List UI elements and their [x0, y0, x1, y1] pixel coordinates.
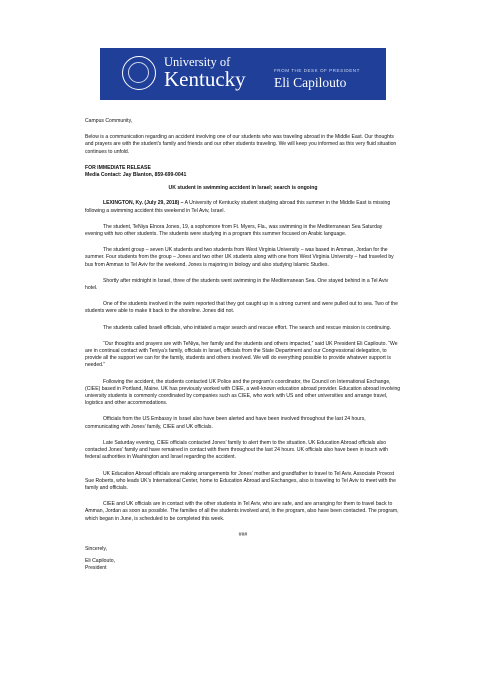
greeting: Campus Community,: [85, 118, 133, 124]
university-name-line2: Kentucky: [164, 67, 246, 91]
intro-paragraph: Below is a communication regarding an accident involving one of our students who was traveling abroad in the Middle East. Our thoughts and prayers are with the student’s family and friends and our other students traveling. We will keep you informed as this very fluid situation continues to unfold.: [85, 134, 397, 155]
body-paragraph: The students called Israeli officials, who initiated a major search and rescue effort. The search and rescue mission is continuing.: [103, 324, 391, 331]
university-name-line1: University of: [164, 55, 231, 69]
dateline: LEXINGTON, Ky. (July 29, 2018) –: [103, 200, 184, 207]
university-seal-icon: [122, 56, 156, 90]
media-contact: Media Contact: Jay Blanton, 859-699-0041: [85, 172, 187, 179]
signature-title: President: [85, 565, 107, 572]
paragraph-text: A University of Kentucky student studying abroad this summer in the Middle East is missing following a swimming accident this weekend in Tel Aviv, Israel.: [85, 200, 391, 214]
signature-name: Eli Capilouto,: [85, 558, 116, 565]
body-paragraph: Following the accident, the students contacted UK Police and the program’s coordinator, the Council on International Exchange, (CIEE) based in Portland, Maine. UK has previously worked with CIEE, a well-known education abroad provider. Education abroad involving university students is commonly coordinated by companies such as CIEE, who work with US and other universities and arrange travel, logistics and other accommodations.: [85, 378, 401, 407]
body-paragraph: The student group – seven UK students and two students from West Virginia University – was based in Amman, Jordan for the summer. Four students from the group – Jones and two other UK students along with one from West Virginia University – had traveled by bus from Amman to Tel Aviv for the weekend. Jones is majoring in biology and also studying Islamic Studies.: [85, 247, 394, 268]
body-paragraph: “Our thoughts and prayers are with TeNiya, her family and the students and others impacted,” said UK President Eli Capilouto. “We are in continual contact with Teniya’s family, officials in Israel, officials from the State Department and our Congressional delegation, to provide all the support we can for the family, students and others involved. We will do everything possible to provide whatever support is needed.”: [85, 340, 398, 369]
end-mark: ###: [238, 531, 248, 538]
press-headline: UK student in swimming accident in Israel; search is ongoing: [168, 185, 318, 192]
body-paragraph: [85, 200, 401, 214]
closing: Sincerely,: [85, 545, 107, 552]
body-paragraph: UK Education Abroad officials are making arrangements for Jones’ mother and grandfather to travel to Tel Aviv. Associate Provost Sue Roberts, who leads UK’s International Center, home to Education Abroad and Exchanges, also is traveling to Tel Aviv to meet with the family and officials.: [85, 470, 396, 491]
body-paragraph: One of the students involved in the swim reported that they got caught up in a strong current and were pulled out to sea. Two of the students were able to make it back to the shoreline. Jones did not.: [85, 301, 398, 315]
body-paragraph: Shortly after midnight in Israel, three of the students went swimming in the Mediterranean Sea. One stayed behind in a Tel Aviv hotel.: [85, 277, 389, 292]
release-label: FOR IMMEDIATE RELEASE: [85, 164, 151, 171]
president-name: Eli Capilouto: [274, 75, 347, 90]
body-paragraph: The student, TeNiya Elnora Jones, 19, a sophomore from Ft. Myers, Fla., was swimming in the Mediterranean Sea Saturday evening with two other students. The students were studying in a program this summer focused on Arabic language.: [85, 223, 383, 238]
header-banner: [100, 48, 386, 100]
desk-label: FROM THE DESK OF PRESIDENT: [274, 68, 360, 73]
body-paragraph: Late Saturday evening, CIEE officials contacted Jones’ family to alert them to the situation. UK Education Abroad officials also contacted Jones’ family and have remained in contact with them throughout the last 24 hours. UK officials also have been in touch with federal authorities in Washington and Israel regarding the accident.: [85, 439, 388, 461]
body-paragraph: Officials from the US Embassy in Israel also have been alerted and have been involved throughout the last 24 hours, communicating with Jones’ family, CIEE and UK officials.: [85, 416, 366, 430]
body-paragraph: CIEE and UK officials are in contact with the other students in Tel Aviv, who are safe, and are arranging for them to travel back to Amman, Jordan as soon as possible. The families of all the students involved and, in the program, also have been contacted. The program, which began in June, is scheduled to be completed this week.: [85, 501, 399, 522]
letter-body: [85, 118, 401, 573]
